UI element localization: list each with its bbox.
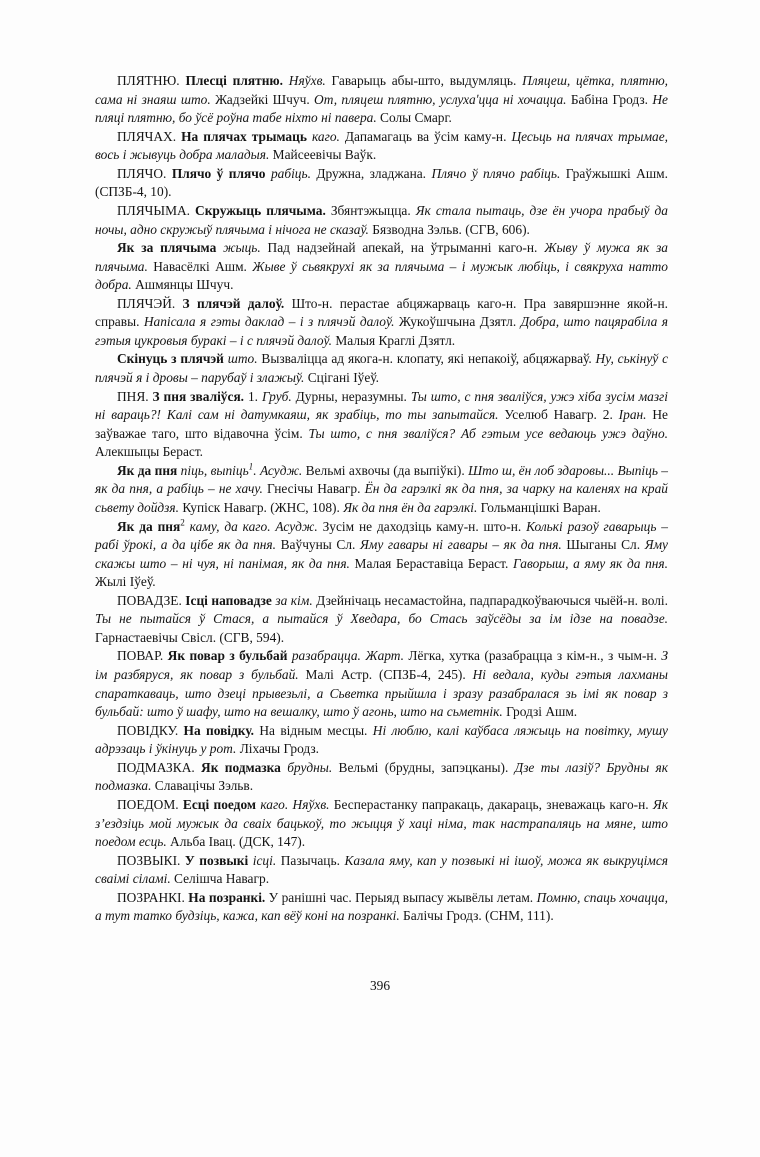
entry-phraseme: Ісці наповадзе bbox=[181, 592, 272, 608]
entry-illustration: Гаворыш, а яму як да пня. bbox=[508, 555, 668, 571]
entry-headword: ПОЕДОМ. bbox=[117, 796, 179, 812]
entry-illustration: Колькі разоў гаварыць – рабі ўрокі, а да цібе як да пня. bbox=[95, 518, 668, 553]
entry-phraseme: З плячэй далоў. bbox=[175, 295, 285, 311]
entry-gloss: Дружна, зладжана. bbox=[310, 165, 427, 181]
dictionary-entry bbox=[95, 72, 668, 128]
entry-phraseme: Як подмазка bbox=[194, 759, 281, 775]
entry-gloss: Што-н. перастае абцяжарваць каго-н. Пра завяршэнне якой-н. справы. bbox=[95, 295, 669, 330]
dictionary-entry bbox=[95, 518, 668, 592]
entry-headword: ПЛЯЧЭЙ. bbox=[117, 295, 176, 311]
entry-phraseme: У позвыкі bbox=[180, 852, 249, 868]
entry-gloss: Шыганы Сл. bbox=[561, 537, 641, 553]
entry-gloss: Селішча Навагр. bbox=[170, 871, 270, 887]
entry-gloss: Бесперастанку папракаць, дакараць, зневажаць каго-н. bbox=[329, 796, 649, 812]
entry-gloss: Купіск Навагр. (ЖНС, 108). bbox=[178, 499, 340, 515]
entry-gloss: Гольманцішкі Варан. bbox=[477, 499, 601, 515]
entry-gloss: Гнесічы Навагр. bbox=[262, 481, 361, 497]
entry-gloss: 1. bbox=[244, 388, 259, 404]
entry-headword: ПОВАДЗЕ. bbox=[117, 592, 182, 608]
entry-gloss: Малая Бераставіца Бераст. bbox=[349, 555, 509, 571]
entry-gloss: Дапамагаць ва ўсім каму-н. bbox=[339, 128, 507, 144]
entry-illustration: Ты што, с пня зваліўся, ужэ хіба зусім мазгі ні вараць?! Калі сам ні датумкаяш, як зрабіць, то ты запытайся. bbox=[95, 388, 668, 423]
dictionary-entry bbox=[95, 202, 668, 239]
entry-gloss: Ашмянцы Шчуч. bbox=[131, 277, 234, 293]
entry-gloss: Граўжышкі Ашм. (СПЗБ-4, 10). bbox=[95, 165, 668, 200]
entry-illustration: Не пляці плятню, бо ўсё роўна табе ніхто ні павера. bbox=[95, 91, 668, 126]
dictionary-entry bbox=[95, 350, 668, 387]
superscript-homonym-number: 2 bbox=[180, 517, 185, 528]
entry-illustration: Ну, ськінуў с плячэй я і дровы – парубаў і злажыў. bbox=[95, 351, 669, 385]
entry-phraseme: Як да пня bbox=[117, 518, 181, 534]
entry-illustration: разабрацца. bbox=[287, 648, 361, 664]
entry-phraseme: На плячах трымаць bbox=[176, 128, 307, 144]
entry-gloss: Навасёлкі Ашм. bbox=[147, 258, 247, 274]
entry-illustration: Цесьць на плячах трымае, вось і жывуць добра маладыя. bbox=[95, 128, 668, 163]
entry-illustration: Яму скажы што – ні чуя, ні панімая, як да пня. bbox=[95, 537, 669, 571]
entry-phraseme: На повідку. bbox=[178, 722, 255, 738]
entry-headword: ПОЗВЫКІ. bbox=[117, 852, 181, 868]
dictionary-entry bbox=[95, 165, 668, 202]
dictionary-entry bbox=[95, 462, 668, 518]
entry-headword: ПОДМАЗКА. bbox=[117, 759, 195, 775]
entry-phraseme: На позранкі. bbox=[184, 889, 266, 905]
entry-illustration: Ты што, с пня зваліўся? Аб гэтым усе ведаюць ужэ даўно. bbox=[302, 425, 668, 441]
entry-illustration: Ты не пытайся ў Стася, а пытайся ў Хведара, бо Стась заўсёды за ім ідзе на повадзе. bbox=[95, 611, 668, 627]
entry-illustration: Жыве ў сьвякрухі як за плячыма – і мужык любіць, і свякруха натто добра. bbox=[95, 258, 668, 293]
entry-illustration: Напісала я гэты даклад – і з плячэй далоў. bbox=[139, 314, 395, 330]
entry-headword: ПНЯ. bbox=[117, 388, 149, 404]
entry-gloss: Бабіна Гродз. bbox=[566, 91, 649, 107]
entry-headword: ПОВАР. bbox=[117, 648, 164, 664]
entry-phraseme: Як за плячыма bbox=[117, 240, 217, 256]
entry-illustration: Жыву ў мужа як за плячыма. bbox=[95, 240, 668, 274]
dictionary-entry bbox=[95, 128, 668, 165]
entry-illustration: Плячо ў плячо рабіць. bbox=[426, 165, 561, 181]
entry-gloss: Збянтэжыцца. bbox=[325, 202, 411, 218]
entry-headword: ПЛЯТНЮ. bbox=[117, 73, 180, 88]
entry-illustration: Пляцеш, цётка, плятню, сама ні знаяш што. bbox=[95, 73, 668, 107]
dictionary-entry bbox=[95, 796, 668, 852]
entry-gloss: Жукоўшчына Дзятл. bbox=[394, 314, 517, 330]
page-number: 396 bbox=[369, 978, 391, 993]
dictionary-entry bbox=[95, 722, 668, 759]
entry-headword: ПЛЯЧАХ. bbox=[117, 128, 177, 144]
entry-gloss: Гаварыць абы-што, выдумляць. bbox=[325, 73, 517, 88]
entry-illustration: Няўхв. bbox=[283, 73, 326, 88]
entry-gloss: Жылі Іўеў. bbox=[95, 574, 156, 590]
entry-illustration: Як з’ездзіць мой мужык да сваіх бацькоў, то жыцця ў хаці німа, так настрапаляць на мяне, што поедом есць. bbox=[95, 796, 668, 850]
entry-headword: ПЛЯЧЫМА. bbox=[117, 202, 190, 218]
entry-illustration: рабіць. bbox=[265, 165, 311, 181]
entry-illustration: Груб. bbox=[258, 388, 292, 404]
dictionary-entry bbox=[95, 592, 668, 648]
entry-illustration: Ні люблю, калі каўбаса ляжыць на повітку, мушу адрэзаць і ўкінуць у рот. bbox=[95, 722, 668, 757]
dictionary-entry bbox=[95, 295, 668, 351]
entry-gloss: Вызваліцца ад якога-н. клопату, які непакоіў, абцяжарваў. bbox=[257, 351, 592, 367]
entry-illustration: . Асудж. bbox=[253, 462, 303, 478]
entry-phraseme: Скінуць з плячэй bbox=[117, 351, 224, 367]
entry-illustration: Іран. bbox=[612, 407, 647, 423]
entry-illustration: З ім разбяруся, як повар з бульбай. bbox=[95, 648, 668, 682]
entry-gloss: Зусім не даходзіць каму-н. што-н. bbox=[317, 518, 522, 534]
dictionary-entry bbox=[95, 239, 668, 295]
page-text-body bbox=[95, 72, 668, 926]
entry-illustration: каму, да каго. bbox=[184, 518, 271, 534]
entry-gloss: Ліхачы Гродз. bbox=[236, 741, 320, 757]
entry-gloss: Жадзейкі Шчуч. bbox=[210, 91, 310, 107]
entry-illustration: Ён да гарэлкі як да пня, за чарку на каленях на край сьвету дойдзя. bbox=[95, 481, 668, 515]
entry-illustration: каго. bbox=[306, 128, 340, 144]
entry-gloss: Славацічы Зэльв. bbox=[151, 778, 254, 794]
entry-illustration: Казала яму, кап у позвыкі ні ішоў, можа як выкруцімся сваімі сіламі. bbox=[95, 852, 669, 887]
entry-gloss: Пазычаць. bbox=[276, 852, 340, 868]
entry-gloss: Лёгка, хутка (разабрацца з кім-н., з чым-н. bbox=[403, 648, 657, 664]
superscript-homonym-number: 1 bbox=[248, 461, 254, 472]
entry-gloss: Гарнастаевічы Свісл. (СГВ, 594). bbox=[95, 629, 285, 645]
dictionary-entry bbox=[95, 889, 668, 926]
entry-gloss: Балічы Гродз. (СНМ, 111). bbox=[399, 908, 554, 924]
entry-gloss: Солы Смарг. bbox=[376, 110, 452, 126]
entry-gloss: Не заўважае таго, што відавочна ўсім. bbox=[95, 407, 668, 441]
dictionary-entry bbox=[95, 759, 668, 796]
entry-illustration: Добра, што пацярабіла я гэтыя цукровыя буракі – і с плячэй далоў. bbox=[95, 314, 668, 348]
entry-phraseme: Есці поедом bbox=[178, 796, 257, 812]
entry-gloss: Бязводна Зэльв. (СГВ, 606). bbox=[368, 221, 530, 237]
entry-gloss: Пад надзейнай апекай, на ўтрыманні каго-н. bbox=[260, 240, 538, 256]
entry-illustration: брудны. bbox=[280, 759, 333, 775]
entry-gloss: Дурны, неразумны. bbox=[291, 388, 407, 404]
entry-illustration: Няўхв. bbox=[288, 796, 330, 812]
entry-gloss: Вельмі (брудны, запэцканы). bbox=[332, 759, 509, 775]
entry-gloss: Сціганi Іўеў. bbox=[304, 370, 380, 385]
entry-illustration: што. bbox=[223, 351, 258, 367]
entry-illustration: піць, выпіць bbox=[177, 462, 249, 478]
entry-illustration: жыць. bbox=[216, 240, 261, 256]
entry-gloss: Альба Івац. (ДСК, 147). bbox=[166, 834, 306, 850]
dictionary-entry bbox=[95, 647, 668, 721]
entry-illustration: за кім. bbox=[271, 592, 313, 608]
entry-phraseme: Плячо ў плячо bbox=[166, 165, 266, 181]
entry-gloss: На відным месцы. bbox=[254, 722, 368, 738]
entry-headword: ПОЗРАНКІ. bbox=[117, 889, 185, 905]
entry-illustration: Жарт. bbox=[360, 648, 404, 664]
entry-phraseme: Скружыць плячыма. bbox=[190, 202, 326, 218]
entry-headword: ПЛЯЧО. bbox=[117, 165, 167, 181]
entry-gloss: Майсеевічы Ваўк. bbox=[269, 147, 377, 163]
entry-phraseme: Як повар з бульбай bbox=[163, 648, 288, 664]
entry-illustration: Дзе ты лазіў? Брудны як подмазка. bbox=[95, 759, 668, 794]
entry-illustration: Ні ведала, куды гэтыя лахманы спараткаваць, што дзеці прывезьлі, а Сьветка прыйшла і зразу разабралася зь імі як повар з бульбай: што ў шафу, што на вешалку, што ў агонь, што на сьметнік. bbox=[95, 667, 669, 720]
entry-gloss: Ваўчуны Сл. bbox=[276, 537, 356, 553]
entry-illustration: каго. bbox=[256, 796, 289, 812]
dictionary-entry bbox=[95, 852, 668, 889]
dictionary-entry bbox=[95, 388, 668, 462]
entry-gloss: У ранішні час. Перыяд выпасу жывёлы летам. bbox=[265, 889, 534, 905]
entry-gloss: Малі Астр. (СПЗБ-4, 245). bbox=[298, 667, 466, 682]
entry-gloss: Уселюб Навагр. 2. bbox=[498, 407, 613, 423]
entry-gloss: Малыя Краглі Дзятл. bbox=[332, 332, 456, 348]
entry-phraseme: Плесці плятню. bbox=[179, 73, 283, 88]
entry-illustration: Як да пня ён да гарэлкі. bbox=[339, 499, 478, 515]
entry-gloss: Вельмі ахвочы (да выпіўкі). bbox=[302, 462, 465, 478]
entry-illustration: Як стала пытаць, дзе ён учора прабыў да ночы, адно скружыў плячыма і нічога не сказаў. bbox=[95, 202, 668, 237]
entry-illustration: От, пляцеш плятню, услухаʹцца ні хочацца. bbox=[309, 91, 567, 107]
entry-illustration: Яму гавары ні гавары – як да пня. bbox=[355, 537, 562, 553]
entry-gloss: Гродзі Ашм. bbox=[502, 704, 578, 720]
entry-phraseme: З пня зваліўся. bbox=[148, 388, 245, 404]
entry-illustration: Асудж. bbox=[270, 518, 318, 534]
entry-gloss: Алекшыцы Бераст. bbox=[95, 444, 204, 460]
entry-illustration: Што ш, ён лоб здаровы... Выпіць – як да пня, а рабіць – не хачу. bbox=[95, 462, 668, 497]
entry-illustration: Помню, спаць хочацца, а тут татко будзіць, кажа, кап вёў коні на позранкі. bbox=[95, 889, 669, 924]
entry-phraseme: Як да пня bbox=[117, 462, 178, 478]
entry-headword: ПОВІДКУ. bbox=[117, 722, 179, 738]
entry-gloss: Дзейнічаць несамастойна, падпарадкоўваючыся чыёй-н. волі. bbox=[312, 592, 668, 608]
entry-illustration: ісці. bbox=[248, 852, 277, 868]
